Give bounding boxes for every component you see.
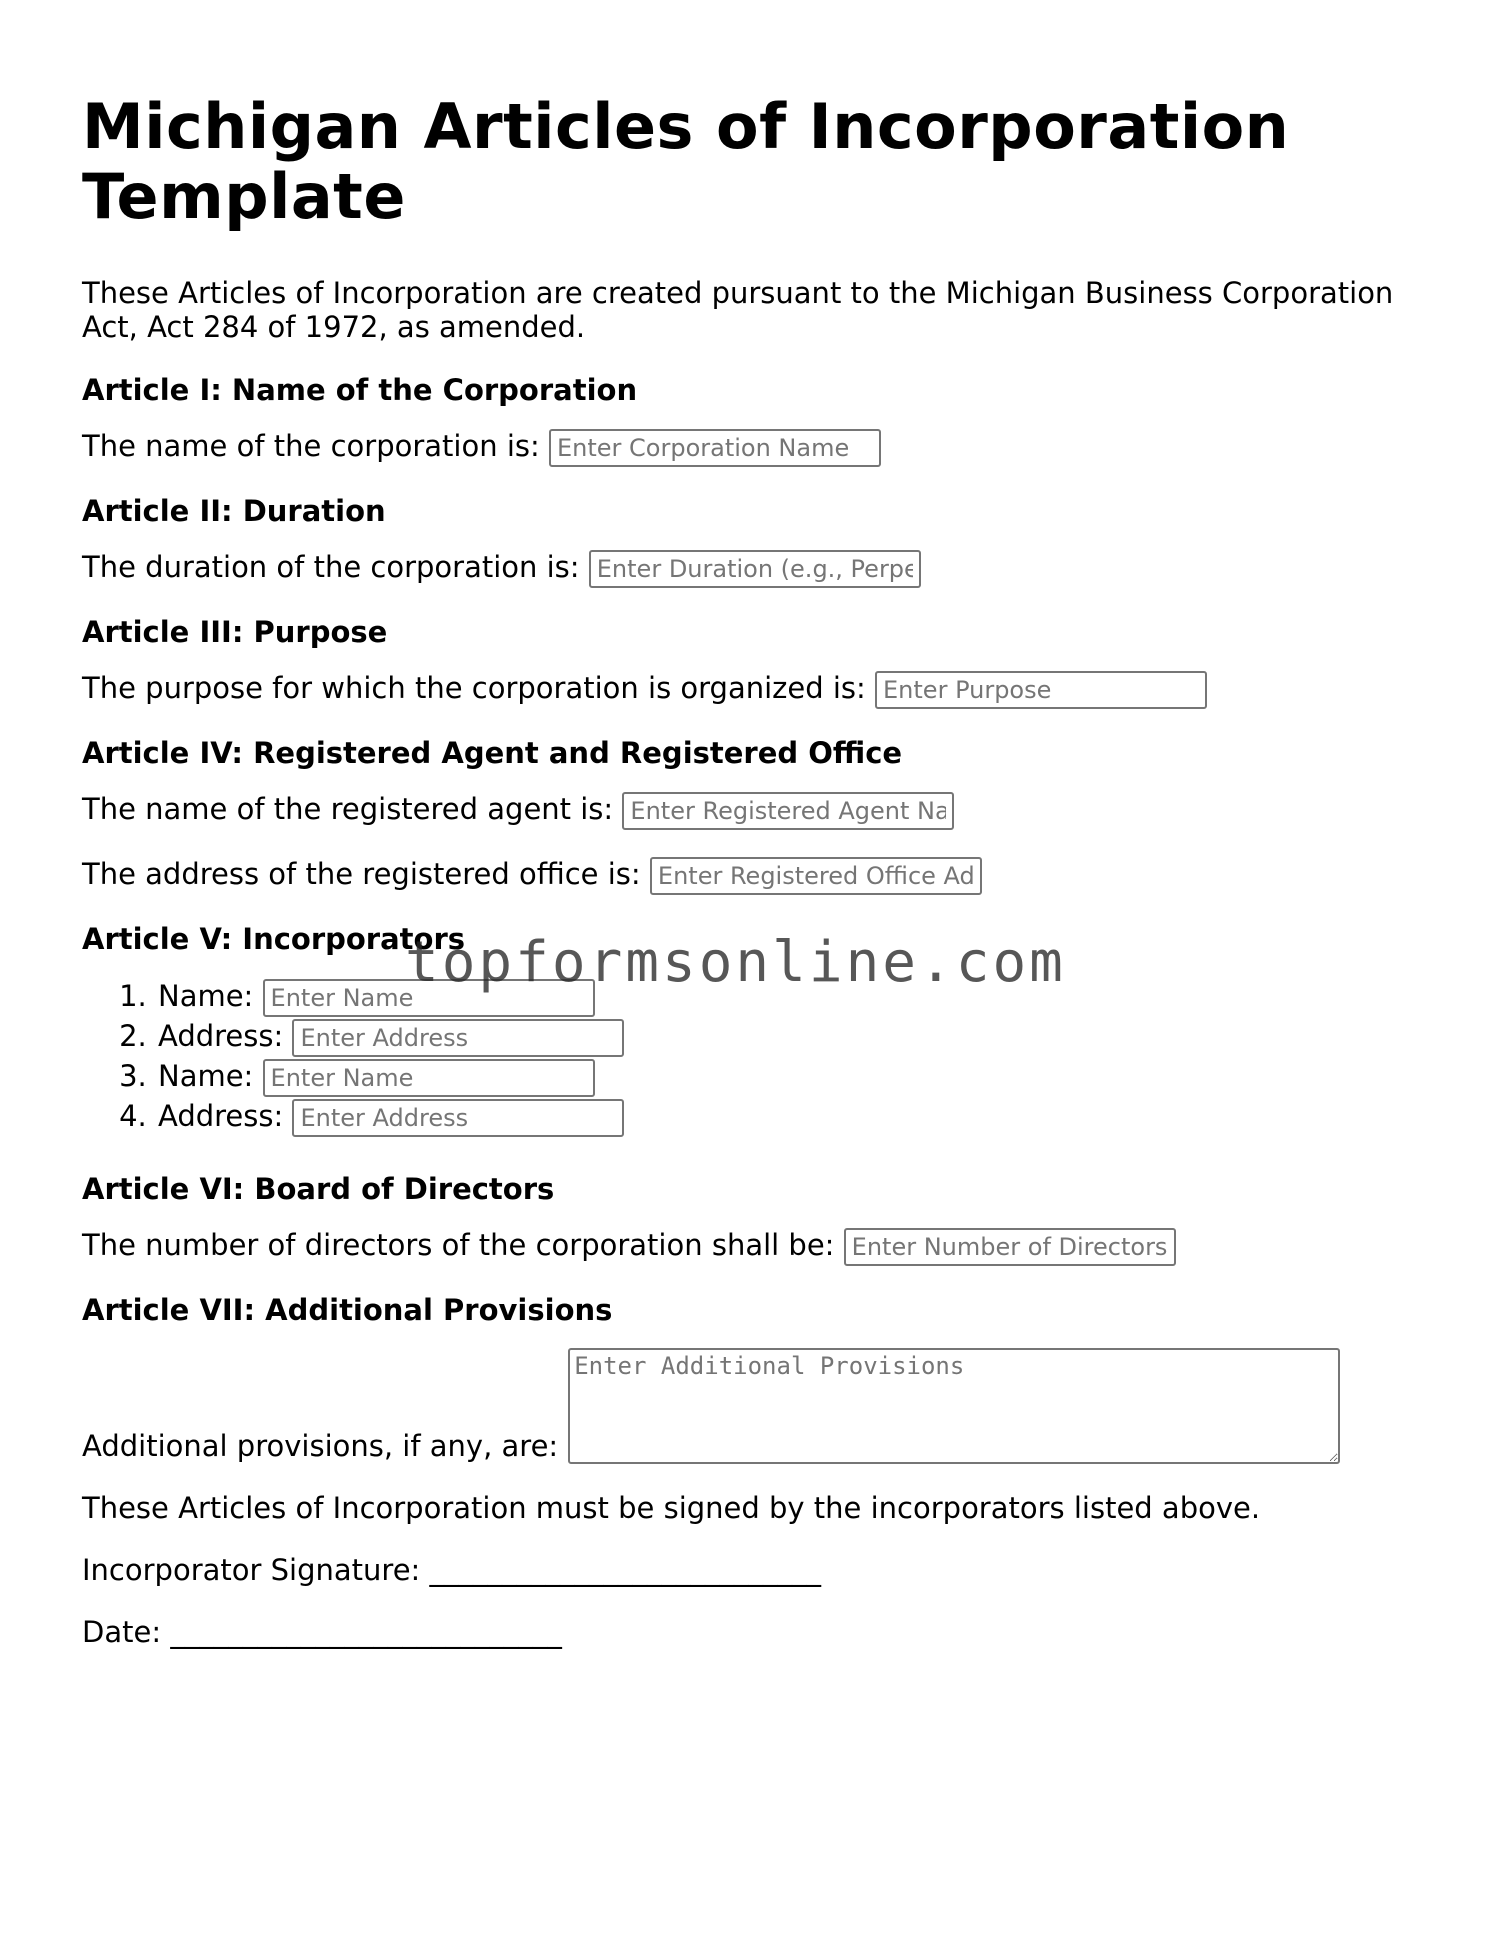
corporation-name-input[interactable] [549, 429, 881, 467]
registered-agent-input[interactable] [622, 792, 954, 830]
article-5-heading: Article V: Incorporators [82, 922, 466, 956]
incorporator-1-address-input[interactable] [292, 1019, 624, 1057]
article-4-heading: Article IV: Registered Agent and Registered Office [82, 736, 903, 770]
watermark: topformsonline.com [405, 930, 1066, 995]
article-3-heading: Article III: Purpose [82, 615, 388, 649]
signature-label: Incorporator Signature: [82, 1553, 421, 1587]
additional-provisions-label: Additional provisions, if any, are: [82, 1429, 559, 1463]
directors-label: The number of directors of the corporation shall be: [82, 1228, 835, 1262]
list-item [156, 1017, 1422, 1057]
additional-provisions-textarea[interactable] [568, 1348, 1340, 1464]
list-item [156, 1097, 1422, 1137]
corporation-name-label: The name of the corporation is: [82, 429, 540, 463]
intro-paragraph: These Articles of Incorporation are created pursuant to the Michigan Business Corporation Act, Act 284 of 1972, as amended. [82, 276, 1394, 344]
duration-input[interactable] [589, 550, 921, 588]
date-label: Date: [82, 1615, 162, 1649]
article-2-heading: Article II: Duration [82, 494, 386, 528]
article-4-office-line [82, 856, 1422, 895]
article-7-heading: Article VII: Additional Provisions [82, 1293, 613, 1327]
article-1-line [82, 428, 1422, 467]
signature-blank: ___________________________ [429, 1553, 822, 1587]
document-page [82, 92, 1422, 1676]
article-7-line [82, 1348, 1422, 1464]
article-6-line [82, 1227, 1422, 1266]
article-2-line [82, 549, 1422, 588]
incorporator-1-name-input[interactable] [263, 979, 595, 1017]
article-6-heading: Article VI: Board of Directors [82, 1172, 555, 1206]
incorporator-2-name-label: Name: [158, 1059, 254, 1093]
article-1-heading: Article I: Name of the Corporation [82, 373, 638, 407]
closing-statement: These Articles of Incorporation must be signed by the incorporators listed above. [82, 1491, 1261, 1525]
purpose-input[interactable] [875, 671, 1207, 709]
list-item [156, 977, 1422, 1017]
incorporator-2-name-input[interactable] [263, 1059, 595, 1097]
date-line [82, 1614, 1422, 1650]
list-item [156, 1057, 1422, 1097]
signature-line [82, 1552, 1422, 1588]
incorporator-2-address-label: Address: [158, 1099, 284, 1133]
incorporator-1-address-label: Address: [158, 1019, 284, 1053]
page-title: Michigan Articles of Incorporation Template [82, 90, 1290, 233]
date-blank: ___________________________ [170, 1615, 562, 1649]
purpose-label: The purpose for which the corporation is organized is: [82, 671, 866, 705]
article-3-line [82, 670, 1422, 709]
incorporator-2-address-input[interactable] [292, 1099, 624, 1137]
article-4-agent-line [82, 791, 1422, 830]
registered-agent-label: The name of the registered agent is: [82, 792, 614, 826]
incorporator-1-name-label: Name: [158, 979, 254, 1013]
registered-office-label: The address of the registered office is: [82, 857, 641, 891]
registered-office-input[interactable] [650, 857, 982, 895]
duration-label: The duration of the corporation is: [82, 550, 580, 584]
directors-input[interactable] [844, 1228, 1176, 1266]
incorporators-list [82, 977, 1422, 1137]
